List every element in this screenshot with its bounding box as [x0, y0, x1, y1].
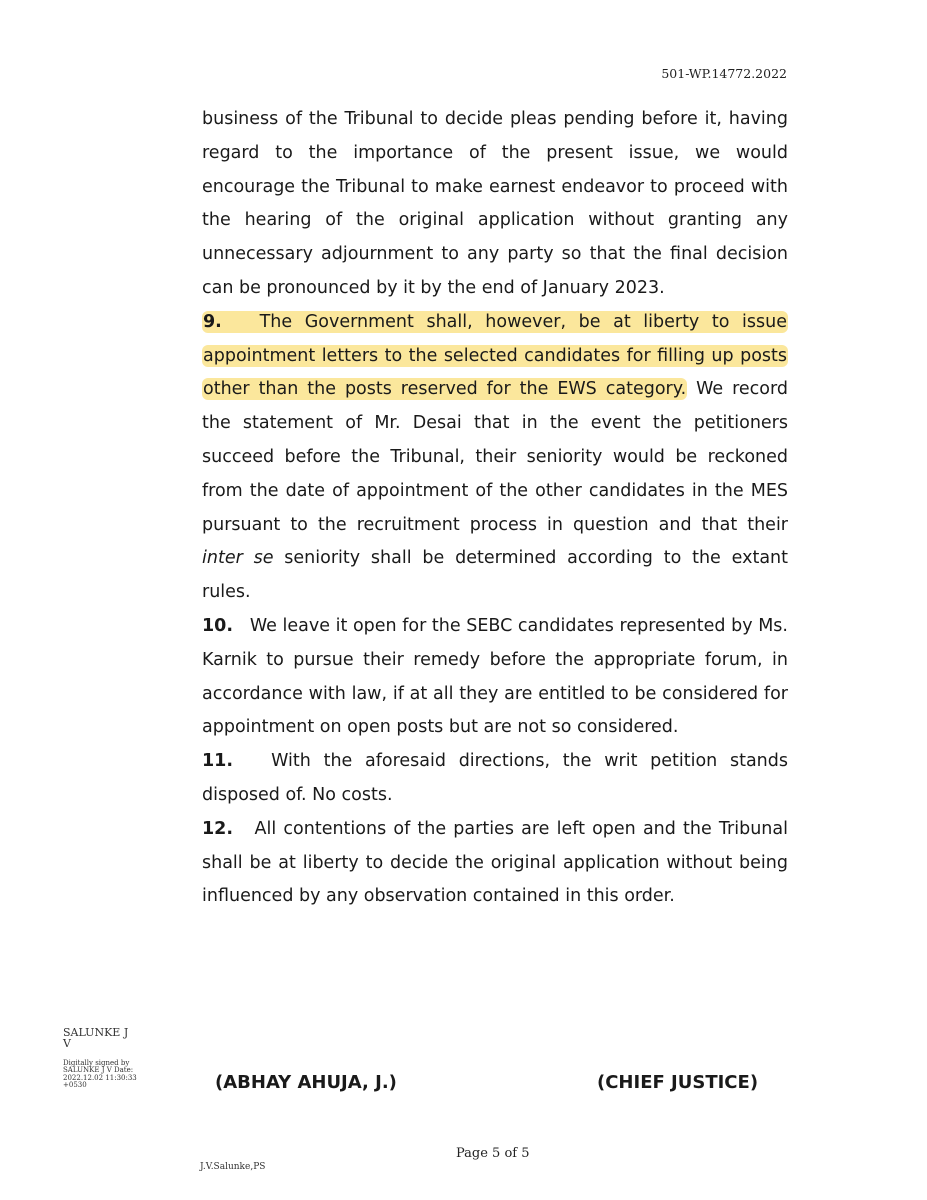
paragraph-number: 12. [202, 818, 234, 839]
ps-initials: J.V.Salunke,PS [200, 1162, 266, 1172]
page-number: Page 5 of 5 [456, 1146, 530, 1161]
paragraph-text: We leave it open for the SEBC candidates represented by Ms. Karnik to pursue their remedy before the appropriate forum, in accordance with law, if at all they are entitled to be considered for appointment on open posts but are not so considered. [202, 615, 788, 738]
paragraph-number: 11. [202, 751, 234, 772]
paragraph-10 [202, 610, 788, 745]
italic-phrase: inter se [202, 548, 274, 569]
paragraph-number: 9. [203, 311, 222, 332]
highlighted-text: The Government shall, however, be at liberty to issue appointment letters to the selected candidates for filling up posts other than the posts reserved for the EWS category. [203, 311, 787, 400]
paragraph-12 [202, 813, 788, 914]
paragraph-9 [202, 306, 788, 610]
order-body [202, 103, 788, 914]
paragraph-text: seniority shall be determined according to the extant rules. [202, 548, 788, 603]
judge-signature-left: (ABHAY AHUJA, J.) [215, 1072, 397, 1093]
paragraph-11 [202, 745, 788, 813]
paragraph-number: 10. [202, 615, 234, 636]
paragraph-text: We record the statement of Mr. Desai that in the event the petitioners succeed before the Tribunal, their seniority would be reckoned from the date of appointment of the other candidates in the MES pursuant to the recruitment process in question and that their [202, 379, 788, 535]
digital-signature-stamp [63, 1027, 138, 1090]
paragraph-text: All contentions of the parties are left open and the Tribunal shall be at liberty to decide the original application without being influenced by any observation contained in this order. [202, 818, 788, 907]
case-number: 501-WP.14772.2022 [661, 66, 787, 81]
signature-details: Digitally signed by SALUNKE J V Date: 2022.12.02 11:30:33 +0530 [63, 1059, 137, 1090]
paragraph-text: With the aforesaid directions, the writ petition stands disposed of. No costs. [202, 751, 788, 805]
judge-signature-right: (CHIEF JUSTICE) [597, 1072, 759, 1093]
signer-name: SALUNKE J V [63, 1026, 129, 1050]
paragraph-8-continuation: business of the Tribunal to decide pleas pending before it, having regard to the importance of the present issue, we would encourage the Tribunal to make earnest endeavor to proceed with the hearing of the original application without granting any unnecessary adjournment to any party so that the final decision can be pronounced by it by the end of January 2023. [202, 109, 788, 298]
